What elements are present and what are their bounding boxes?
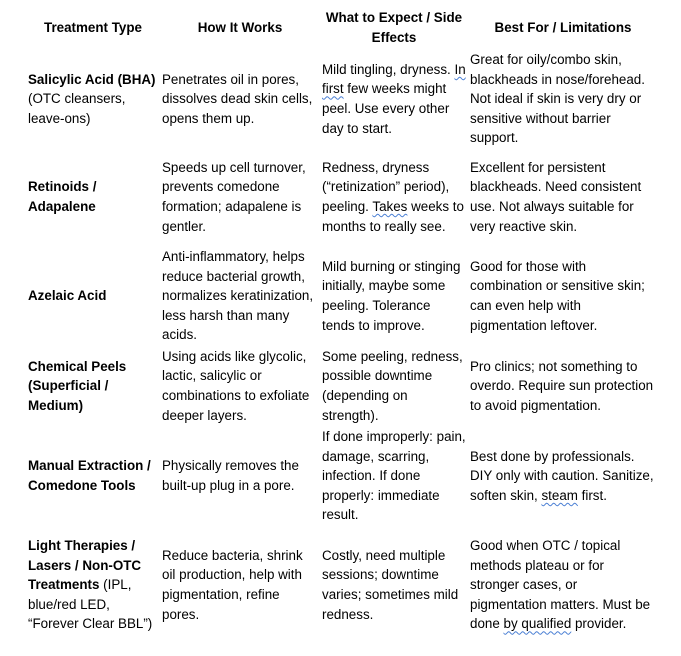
table-row [26, 246, 658, 346]
cell-what-to-expect: If done improperly: pain, damage, scarring, infection. If done properly: immediate result. [322, 429, 466, 523]
cell-treatment-type [26, 426, 160, 526]
text-segment: Mild tingling, dryness. [322, 61, 455, 77]
cell-treatment-type [26, 148, 160, 246]
header-how-it-works: How It Works [197, 20, 283, 36]
text-segment: Good when OTC / topical methods plateau or for stronger cases, or pigmentation matters. Must be done [470, 538, 651, 632]
cell-best-for: Excellent for persistent blackheads. Need consistent use. Not always suitable for very reactive skin. [470, 159, 642, 234]
cell-what-to-expect: Some peeling, redness, possible downtime (depending on strength). [322, 348, 463, 423]
cell-what-to-expect [320, 148, 468, 246]
treatment-name: Manual Extraction / Comedone Tools [28, 458, 151, 493]
treatment-note: (OTC cleansers, leave-ons) [28, 91, 126, 126]
treatment-name: Azelaic Acid [28, 288, 107, 304]
header-what-to-expect: What to Expect / Side Effects [325, 10, 463, 45]
cell-best-for [468, 426, 658, 526]
cell-treatment-type [26, 246, 160, 346]
treatment-comparison-table [26, 6, 658, 644]
treatment-name: Salicylic Acid (BHA) [28, 71, 156, 87]
cell-how-it-works: Using acids like glycolic, lactic, salicylic or combinations to exfoliate deeper layers. [162, 348, 310, 423]
cell-how-it-works: Anti-inflammatory, helps reduce bacterial growth, normalizes keratinization, less harsh than many acids. [162, 249, 314, 343]
cell-how-it-works: Penetrates oil in pores, dissolves dead skin cells, opens them up. [162, 71, 313, 126]
treatment-note: (IPL, blue/red LED, “Forever Clear BBL”) [28, 577, 153, 632]
text-segment: Best done by professionals. DIY only with caution. Sanitize, soften skin, [470, 448, 654, 503]
table-row [26, 50, 658, 148]
cell-best-for [468, 526, 658, 644]
cell-what-to-expect: Mild burning or stinging initially, maybe some peeling. Tolerance tends to improve. [322, 258, 461, 333]
text-segment: first. [577, 487, 607, 503]
spellcheck-flagged-text[interactable]: In first [322, 61, 466, 97]
treatment-name: Light Therapies / Lasers / Non-OTC Treatments [28, 538, 142, 593]
table-row [26, 148, 658, 246]
treatment-name: Chemical Peels (Superficial / Medium) [28, 358, 127, 413]
cell-how-it-works: Reduce bacteria, shrink oil production, help with pigmentation, refine pores. [162, 547, 303, 622]
cell-best-for: Good for those with combination or sensitive skin; can even help with pigmentation leftover. [470, 258, 645, 333]
cell-how-it-works: Speeds up cell turnover, prevents comedone formation; adapalene is gentler. [162, 159, 306, 234]
cell-best-for: Great for oily/combo skin, blackheads in nose/forehead. Not ideal if skin is very dry or sensitive without barrier support. [470, 52, 645, 146]
spellcheck-flagged-text[interactable]: steam [541, 487, 578, 503]
spellcheck-flagged-text[interactable]: by qualified [503, 616, 572, 632]
text-segment: few weeks might peel. Use every other day to start. [322, 81, 450, 136]
cell-what-to-expect [320, 50, 468, 148]
spellcheck-flagged-text[interactable]: Takes [372, 199, 408, 214]
cell-treatment-type [26, 526, 160, 644]
table-row [26, 526, 658, 644]
cell-treatment-type [26, 50, 160, 148]
cell-what-to-expect: Costly, need multiple sessions; downtime varies; sometimes mild redness. [322, 547, 459, 622]
text-segment: Redness, dryness (“retinization” period), peeling. [322, 159, 450, 214]
header-treatment-type: Treatment Type [44, 20, 142, 36]
text-segment: weeks to months to really see. [322, 199, 464, 234]
text-segment: provider. [571, 616, 627, 632]
header-best-for: Best For / Limitations [494, 20, 632, 36]
table-row [26, 346, 658, 426]
cell-treatment-type [26, 346, 160, 426]
table-header-row [26, 6, 658, 50]
table-row [26, 426, 658, 526]
treatment-name: Retinoids / Adapalene [28, 179, 97, 214]
cell-how-it-works: Physically removes the built-up plug in a pore. [162, 458, 299, 493]
cell-best-for: Pro clinics; not something to overdo. Require sun protection to avoid pigmentation. [470, 358, 654, 413]
